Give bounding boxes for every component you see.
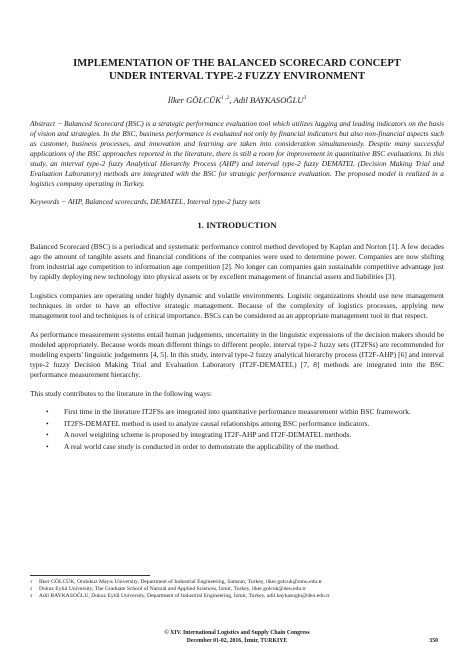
- footnotes: [30, 575, 444, 600]
- bullet-icon: •: [46, 407, 49, 417]
- list-item: [46, 407, 444, 417]
- footer-congress: © XIV. International Logistics and Supply Chain Congress: [164, 630, 310, 636]
- bullet-icon: •: [46, 441, 49, 451]
- bullet-icon: •: [46, 430, 49, 440]
- author-2-affiliation-mark: 3: [303, 95, 307, 102]
- author-separator: ,: [229, 95, 234, 106]
- section-heading-introduction: 1. INTRODUCTION: [197, 220, 277, 231]
- footnote-text: Dokuz Eylul University, The Graduate School of Natural and Applied Sciences, İzmir, Turkey, ilker.golcuk@deu.edu.tr: [39, 586, 306, 593]
- author-1-affiliation-mark: 1 ,2: [220, 95, 230, 102]
- body-paragraph: This study contributes to the literature in the following ways:: [30, 389, 212, 399]
- list-item: [46, 418, 444, 429]
- body-paragraph: Balanced Scorecard (BSC) is a periodical and systematic performance control method developed by Kaplan and Norton [1]. A few decades ago the amount of tangible assets and financial conditions of the companies were used to determine power. Companies are now shifting from industrial age competition to information age competition [2]. No longer can companies gain sustainable competitive advantage just by rapidly deploying new technology into physical assets or by excellent management of financial assets and liabilities [3].: [30, 242, 444, 282]
- list-item-text: A novel weighting scheme is proposed by integrating IT2F-AHP and IT2F-DEMATEL methods.: [64, 430, 352, 440]
- footnote-rule: [30, 575, 150, 576]
- paper-page: [30, 58, 444, 453]
- list-item-text: A real world case study is conducted in order to demonstrate the applicability of the method.: [64, 441, 340, 451]
- body-paragraph: As performance measurement systems entail human judgements, uncertainty in the linguistic expressions of the decision makers should be modeled appropriately. Because words mean different things to different people, interval type-2 fuzzy sets (IT2FSs) are recommended for modeling experts' linguistic judgements [4, 5]. In this study, interval type-2 fuzzy analytical hierarchy process (IT2F-AHP) [6] and interval type-2 fuzzy Decision Making Trial and Evaluation Laboratory (IT2F-DEMATEL) [7, 8] methods are integrated into the BSC performance measurement hierarchy.: [30, 330, 444, 380]
- footnote-mark: 1: [30, 579, 33, 584]
- page-number: 350: [429, 637, 438, 644]
- paper-title: [38, 58, 436, 83]
- contribution-list: [30, 407, 444, 452]
- footnote: [30, 593, 444, 600]
- abstract: Abstract − Balanced Scorecard (BSC) is a strategic performance evaluation tool which utilizes lagging and leading indicators on the basis of vision and strategies. In the BSC, business performance is evaluated not only by financial indicators but also non-financial aspects such as customer, business processes, and innovation and learning are taken into consideration simultaneously. Despite many successful applications of the BSC approaches reported in the literature, there is still a room for improvement in quantitative BSC evaluations. In this study, an interval type-2 fuzzy Analytical Hierarchy Process (AHP) and interval type-2 fuzzy DEMATEL (Decision Making Trial and Evaluation Laboratory) methods are integrated with the BSC for strategic performance evaluation. The proposed model is realized in a logistics company operating in Turkey.: [30, 119, 444, 189]
- list-item: [46, 441, 444, 452]
- list-item-text: IT2FS-DEMATEL method is used to analyze causal relationships among BSC performance indicators.: [64, 418, 370, 428]
- footnote-text: Adil BAYKASOĞLU, Dokuz Eylül University, Department of Industrial Engineering, İzmir, Turkey, adil.baykasoglu@deu.edu.tr: [39, 593, 330, 600]
- list-item: [46, 430, 444, 440]
- keywords: Keywords − AHP, Balanced scorecards, DEMATEL, Interval type-2 fuzzy sets: [30, 197, 261, 207]
- title-line-1: IMPLEMENTATION OF THE BALANCED SCORECARD CONCEPT: [73, 58, 401, 69]
- footnote-mark: 2: [30, 586, 33, 592]
- author-1: İlker GÖLCÜK: [167, 95, 221, 106]
- author-line: [30, 93, 444, 106]
- bullet-icon: •: [46, 418, 49, 428]
- footnote-mark: 3: [30, 593, 33, 599]
- footer-date: December 01-02, 2016, İzmir, TURKIYE: [186, 637, 288, 644]
- footnote-text: İlker GÖLCÜK, Ondokuz Mayıs University, Department of Industrial Engineering, Samsun, Turkey, ilker.golcuk@omu.edu.tr: [39, 579, 322, 585]
- author-2: Adil BAYKASOĞLU: [233, 95, 304, 106]
- list-item-text: First time in the literature IT2FSs are integrated into quantitative performance measurement within BSC framework.: [64, 407, 411, 417]
- page-footer: [30, 630, 444, 645]
- body-paragraph: Logistics companies are operating under highly dynamic and volatile environments. Logistic organizations should use new management techniques in order to have an effective strategic management. Because of the complexity of logistics processes, applying new management tool and techniques is of critical importance. BSCs can be considered as an appropriate management tool in that respect.: [30, 291, 444, 321]
- title-line-2: UNDER INTERVAL TYPE-2 FUZZY ENVIRONMENT: [108, 70, 366, 82]
